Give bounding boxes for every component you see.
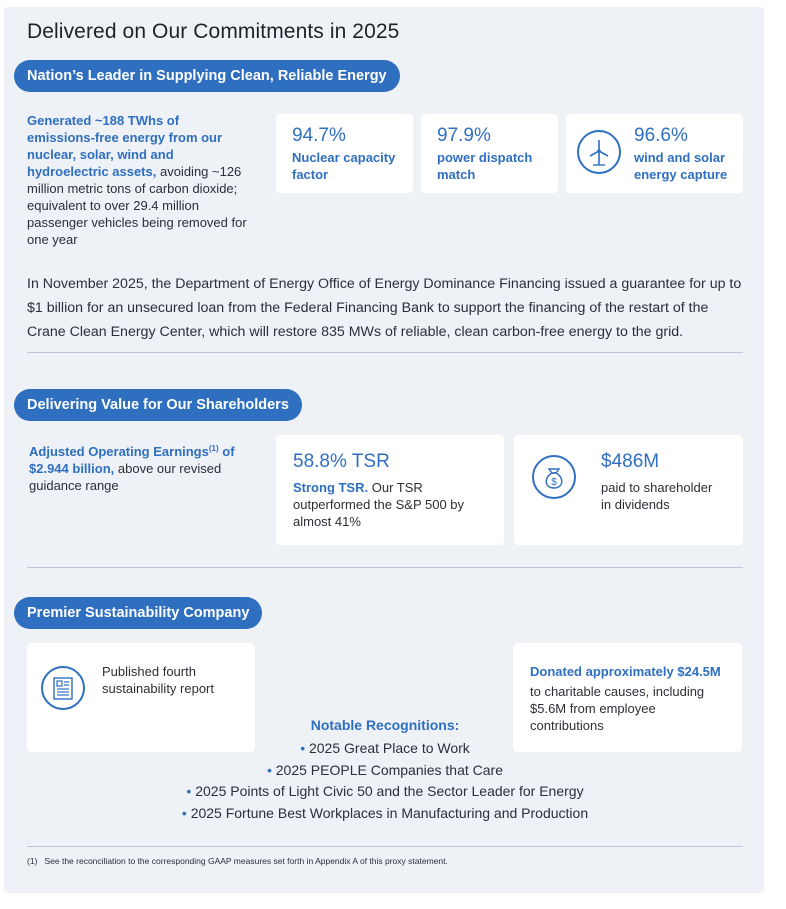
dividends-value: $486M (601, 451, 660, 472)
generated-energy-rest: avoiding ~126 million metric tons of carbon dioxide; equivalent to over 29.4 million passenger vehicles being removed for one year (27, 164, 247, 247)
section-pill-clean-energy: Nation’s Leader in Supplying Clean, Reliable Energy (14, 60, 400, 92)
recognition-item: • 2025 Points of Light Civic 50 and the Sector Leader for Energy (186, 783, 584, 799)
page-title: Delivered on Our Commitments in 2025 (27, 20, 400, 43)
generated-energy-bold: Generated ~188 TWhs of emissions-free energy from our nuclear, solar, wind and hydroelectric assets, (27, 113, 223, 179)
wind-solar-value: 96.6% (634, 125, 688, 146)
nuclear-capacity-card (276, 114, 413, 193)
footnote-mark: (1) (27, 856, 38, 866)
tsr-value: 58.8% TSR (293, 451, 390, 472)
sustainability-report-text: Published fourth sustainability report (102, 664, 214, 696)
tsr-bold: Strong TSR. (293, 480, 369, 495)
aoe-text (29, 440, 244, 494)
recognitions-heading: Notable Recognitions: (310, 717, 460, 733)
dividends-text: paid to shareholder in dividends (601, 480, 713, 512)
notable-recognitions (130, 717, 640, 824)
tsr-text (293, 479, 483, 530)
aoe-rest: above our revised guidance range (29, 461, 222, 493)
recognition-item: • 2025 PEOPLE Companies that Care (266, 761, 504, 778)
recognition-item: • 2025 Fortune Best Workplaces in Manufacturing and Production (181, 804, 589, 821)
report-document-icon (41, 666, 85, 710)
power-dispatch-card (421, 114, 558, 193)
crane-restart-paragraph: In November 2025, the Department of Energy Office of Energy Dominance Financing issued a guarantee for up to $1 billion for an unsecured loan from the Federal Financing Bank to support the financing of the restart of the Crane Clean Energy Center, which will restore 835 MWs of reliable, clean carbon-free energy to the grid. (27, 276, 742, 340)
footnote-text: See the reconciliation to the corresponding GAAP measures set forth in Appendix A of this proxy statement. (44, 856, 448, 866)
aoe-bold-2: of $2.944 billion, (29, 444, 235, 476)
divider-3 (27, 846, 743, 847)
aoe-bold-1: Adjusted Operating Earnings (29, 444, 209, 459)
divider-1 (27, 352, 743, 353)
tsr-rest: Our TSR outperformed the S&P 500 by almost 41% (293, 480, 465, 529)
generated-energy-text (27, 112, 247, 248)
section-pill-sustainability: Premier Sustainability Company (14, 597, 262, 629)
divider-2 (27, 567, 743, 568)
footnote (27, 856, 448, 866)
nuclear-capacity-value: 94.7% (292, 125, 346, 146)
aoe-footnote-ref: (1) (208, 444, 219, 453)
wind-solar-label: wind and solar energy capture (634, 150, 728, 182)
nuclear-capacity-label: Nuclear capacity factor (292, 150, 396, 182)
donation-bold: Donated approximately $24.5M (530, 664, 721, 679)
money-bag-icon (532, 455, 576, 499)
power-dispatch-value: 97.9% (437, 125, 491, 146)
recognition-item: • 2025 Great Place to Work (300, 740, 470, 756)
wind-solar-card (566, 114, 743, 193)
svg-text:$: $ (551, 477, 557, 488)
donation-text: to charitable causes, including $5.6M from employee contributions (530, 684, 705, 733)
power-dispatch-label: power dispatch match (437, 150, 533, 182)
tsr-card (276, 435, 504, 545)
dividends-card (514, 435, 743, 545)
section-pill-shareholders: Delivering Value for Our Shareholders (14, 389, 302, 421)
wind-turbine-icon (577, 130, 621, 174)
